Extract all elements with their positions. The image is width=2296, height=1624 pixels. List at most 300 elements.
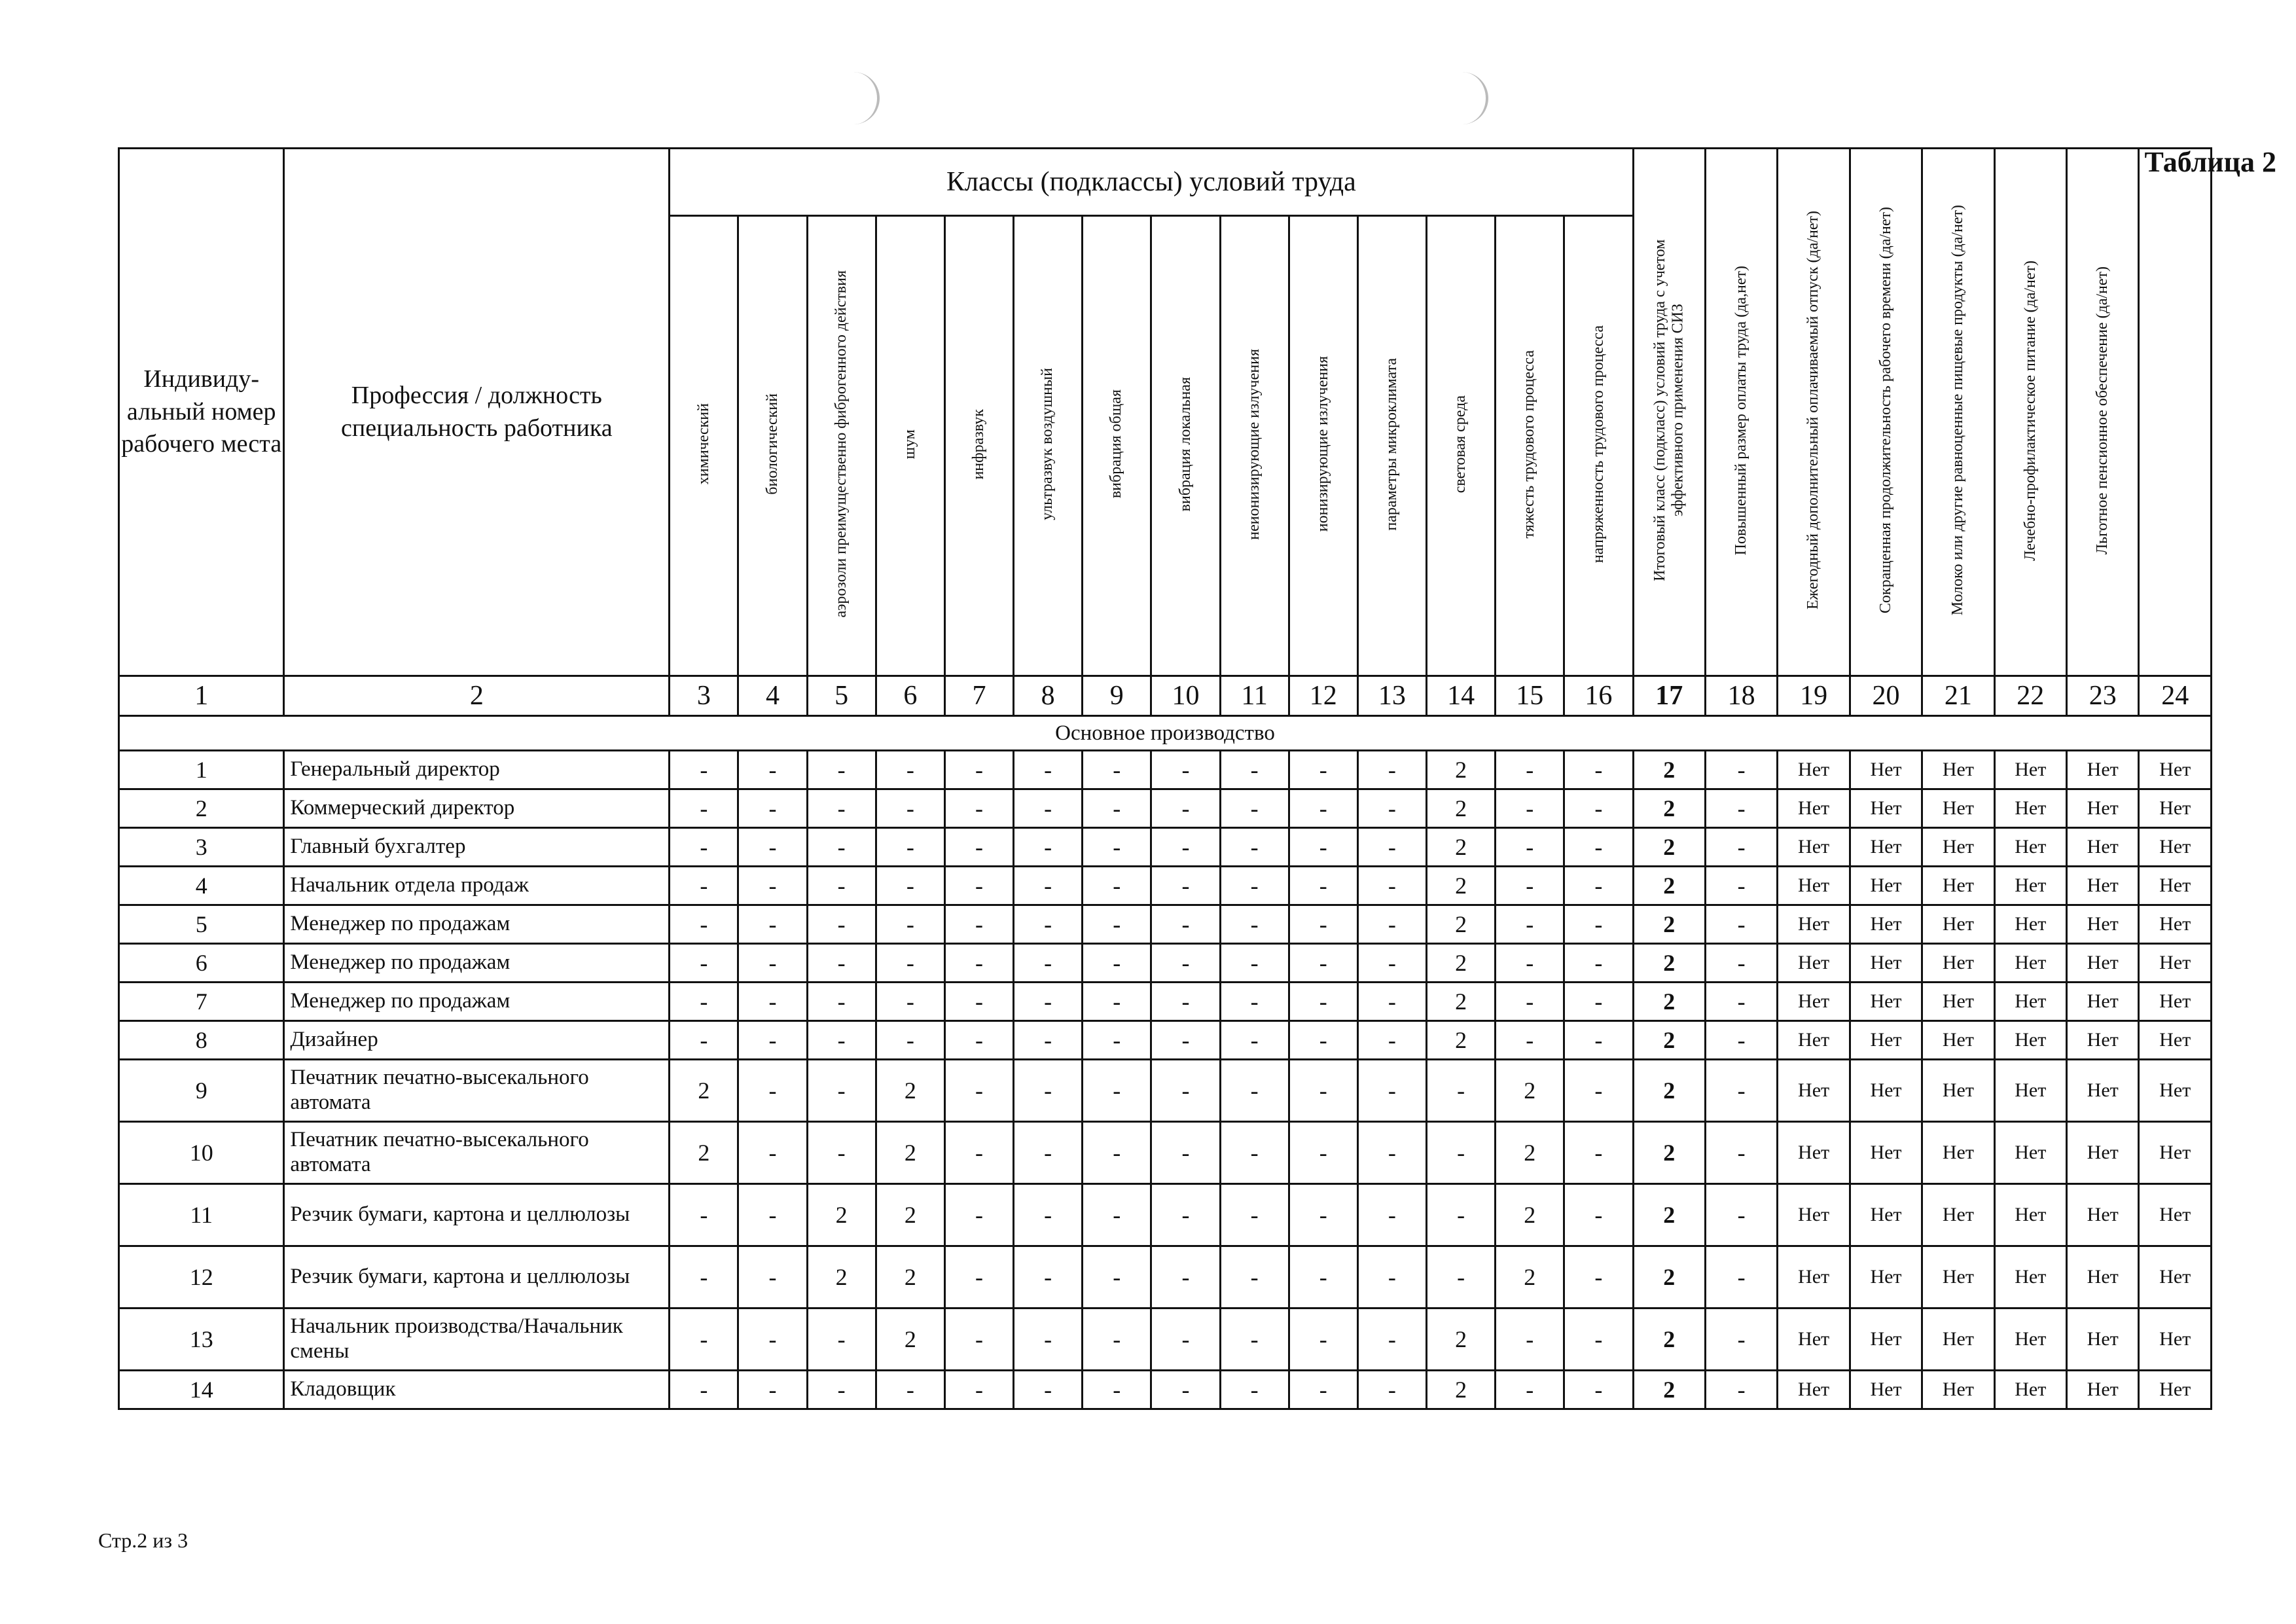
table-row [119, 1122, 2212, 1184]
header-col-10: вибрация локальная [1151, 216, 1220, 676]
value-cell: - [1357, 1122, 1426, 1184]
column-number: 3 [670, 676, 738, 716]
profession-cell: Кладовщик [284, 1371, 670, 1409]
profession-cell: Резчик бумаги, картона и целлюлозы [284, 1246, 670, 1308]
value-cell: 2 [1426, 905, 1495, 944]
value-cell: - [1083, 1184, 1151, 1246]
value-cell: - [1083, 789, 1151, 828]
value-cell: Нет [1994, 1021, 2066, 1060]
header-col-7: инфразвук [944, 216, 1013, 676]
workplace-number: 9 [119, 1060, 284, 1122]
workplace-number: 8 [119, 1021, 284, 1060]
value-cell: - [738, 867, 807, 905]
value-cell: 2 [1633, 1122, 1705, 1184]
value-cell: Нет [1778, 1021, 1850, 1060]
workplace-number: 13 [119, 1308, 284, 1371]
header-col-6: шум [876, 216, 944, 676]
value-cell: Нет [1922, 905, 1994, 944]
value-cell: Нет [2139, 1021, 2212, 1060]
value-cell: - [1496, 983, 1564, 1021]
value-cell: - [1705, 789, 1777, 828]
value-cell: Нет [2067, 905, 2139, 944]
column-number: 21 [1922, 676, 1994, 716]
value-cell: Нет [2067, 1184, 2139, 1246]
header-col-24 [2139, 149, 2212, 676]
value-cell: Нет [2067, 1060, 2139, 1122]
value-cell: - [1151, 867, 1220, 905]
value-cell: - [738, 944, 807, 983]
value-cell: - [1705, 1371, 1777, 1409]
value-cell: Нет [2139, 1246, 2212, 1308]
workplace-number: 6 [119, 944, 284, 983]
value-cell: - [1014, 1122, 1083, 1184]
column-number: 22 [1994, 676, 2066, 716]
value-cell: - [1289, 1308, 1357, 1371]
value-cell: Нет [1994, 1246, 2066, 1308]
value-cell: Нет [1994, 1060, 2066, 1122]
column-number: 8 [1014, 676, 1083, 716]
value-cell: - [1151, 789, 1220, 828]
value-cell: - [670, 944, 738, 983]
header-col-16: напряженность трудового процесса [1564, 216, 1633, 676]
value-cell: - [1496, 1021, 1564, 1060]
column-number: 15 [1496, 676, 1564, 716]
page-footer: Стр.2 из 3 [98, 1528, 188, 1552]
value-cell: Нет [2067, 1246, 2139, 1308]
value-cell: - [1220, 789, 1289, 828]
value-cell: - [807, 1308, 876, 1371]
table-row [119, 828, 2212, 867]
value-cell: 2 [1496, 1122, 1564, 1184]
value-cell: Нет [2139, 983, 2212, 1021]
value-cell: - [1014, 1308, 1083, 1371]
value-cell: Нет [2067, 828, 2139, 867]
value-cell: - [944, 789, 1013, 828]
value-cell: Нет [1778, 867, 1850, 905]
value-cell: - [1151, 905, 1220, 944]
value-cell: 2 [1633, 867, 1705, 905]
value-cell: Нет [1850, 905, 1922, 944]
value-cell: - [1083, 1246, 1151, 1308]
value-cell: - [1496, 905, 1564, 944]
column-number: 24 [2139, 676, 2212, 716]
value-cell: - [738, 1122, 807, 1184]
value-cell: - [670, 867, 738, 905]
column-number: 14 [1426, 676, 1495, 716]
value-cell: - [1705, 751, 1777, 789]
column-number: 2 [284, 676, 670, 716]
value-cell: - [807, 1122, 876, 1184]
header-col-11: неионизирующие излучения [1220, 216, 1289, 676]
value-cell: Нет [1994, 867, 2066, 905]
column-number: 12 [1289, 676, 1357, 716]
value-cell: - [1289, 1060, 1357, 1122]
value-cell: 2 [876, 1246, 944, 1308]
value-cell: Нет [1994, 1371, 2066, 1409]
value-cell: - [1083, 905, 1151, 944]
value-cell: - [1289, 944, 1357, 983]
value-cell: Нет [1922, 1246, 1994, 1308]
value-cell: - [1705, 944, 1777, 983]
value-cell: - [1357, 983, 1426, 1021]
value-cell: Нет [1850, 1122, 1922, 1184]
value-cell: - [670, 1021, 738, 1060]
value-cell: - [1220, 751, 1289, 789]
value-cell: Нет [1922, 1021, 1994, 1060]
value-cell: Нет [2067, 944, 2139, 983]
value-cell: Нет [2067, 1371, 2139, 1409]
value-cell: - [1564, 944, 1633, 983]
value-cell: Нет [1850, 1184, 1922, 1246]
value-cell: 2 [1633, 983, 1705, 1021]
value-cell: Нет [1778, 983, 1850, 1021]
value-cell: - [944, 1060, 1013, 1122]
value-cell: - [1564, 905, 1633, 944]
value-cell: - [1083, 983, 1151, 1021]
value-cell: - [1705, 828, 1777, 867]
value-cell: Нет [2067, 1021, 2139, 1060]
value-cell: Нет [1994, 944, 2066, 983]
value-cell: - [1564, 1308, 1633, 1371]
value-cell: - [1564, 1122, 1633, 1184]
value-cell: - [1357, 789, 1426, 828]
workplace-number: 5 [119, 905, 284, 944]
value-cell: - [1357, 1021, 1426, 1060]
value-cell: - [670, 983, 738, 1021]
value-cell: Нет [1778, 789, 1850, 828]
value-cell: Нет [2139, 1184, 2212, 1246]
value-cell: - [738, 1371, 807, 1409]
table-row [119, 1184, 2212, 1246]
value-cell: - [1289, 751, 1357, 789]
value-cell: - [1014, 1021, 1083, 1060]
value-cell: - [1357, 1060, 1426, 1122]
value-cell: - [1705, 867, 1777, 905]
header-col-13: параметры микроклимата [1357, 216, 1426, 676]
column-number: 17 [1633, 676, 1705, 716]
value-cell: - [1151, 1021, 1220, 1060]
value-cell: Нет [1994, 905, 2066, 944]
table-row [119, 751, 2212, 789]
value-cell: - [1014, 1371, 1083, 1409]
value-cell: - [876, 789, 944, 828]
value-cell: Нет [1778, 1184, 1850, 1246]
table-caption: Таблица 2 [2144, 146, 2276, 178]
value-cell: - [1014, 905, 1083, 944]
value-cell: - [1083, 1060, 1151, 1122]
header-col-22: Лечебно-профилактическое питание (да/нет) [1994, 149, 2066, 676]
value-cell: - [1705, 1060, 1777, 1122]
value-cell: - [1357, 1371, 1426, 1409]
value-cell: - [1564, 1184, 1633, 1246]
column-number: 11 [1220, 676, 1289, 716]
profession-cell: Менеджер по продажам [284, 905, 670, 944]
value-cell: Нет [1778, 1371, 1850, 1409]
table-row [119, 789, 2212, 828]
value-cell: Нет [1850, 1371, 1922, 1409]
value-cell: - [876, 751, 944, 789]
value-cell: - [807, 905, 876, 944]
value-cell: - [1151, 1246, 1220, 1308]
value-cell: - [1426, 1246, 1495, 1308]
value-cell: - [1289, 828, 1357, 867]
header-col-20: Сокращенная продолжительность рабочего времени (да/нет) [1850, 149, 1922, 676]
value-cell: - [1083, 751, 1151, 789]
value-cell: Нет [1850, 1308, 1922, 1371]
column-number: 23 [2067, 676, 2139, 716]
value-cell: - [1014, 751, 1083, 789]
value-cell: - [670, 905, 738, 944]
value-cell: Нет [1994, 983, 2066, 1021]
workplace-number: 2 [119, 789, 284, 828]
value-cell: - [1564, 789, 1633, 828]
value-cell: Нет [1922, 751, 1994, 789]
column-number: 19 [1778, 676, 1850, 716]
value-cell: - [1289, 789, 1357, 828]
value-cell: - [1151, 751, 1220, 789]
value-cell: - [1564, 867, 1633, 905]
value-cell: Нет [2139, 1060, 2212, 1122]
value-cell: - [1357, 1246, 1426, 1308]
value-cell: - [1705, 983, 1777, 1021]
value-cell: - [807, 944, 876, 983]
table-row [119, 1246, 2212, 1308]
value-cell: Нет [1778, 828, 1850, 867]
column-number: 10 [1151, 676, 1220, 716]
value-cell: Нет [2067, 1122, 2139, 1184]
column-number: 13 [1357, 676, 1426, 716]
value-cell: 2 [1426, 867, 1495, 905]
value-cell: - [738, 1021, 807, 1060]
value-cell: - [1083, 828, 1151, 867]
value-cell: Нет [1850, 1246, 1922, 1308]
value-cell: 2 [876, 1308, 944, 1371]
value-cell: - [1220, 1060, 1289, 1122]
value-cell: - [1289, 1122, 1357, 1184]
value-cell: Нет [1850, 983, 1922, 1021]
value-cell: Нет [2139, 1122, 2212, 1184]
value-cell: - [944, 828, 1013, 867]
value-cell: Нет [1922, 1308, 1994, 1371]
value-cell: - [1151, 1308, 1220, 1371]
table-row [119, 905, 2212, 944]
value-cell: 2 [876, 1060, 944, 1122]
value-cell: Нет [2139, 751, 2212, 789]
value-cell: 2 [807, 1184, 876, 1246]
value-cell: Нет [1850, 751, 1922, 789]
value-cell: Нет [1778, 751, 1850, 789]
value-cell: - [1014, 1184, 1083, 1246]
value-cell: - [1564, 828, 1633, 867]
value-cell: - [1151, 828, 1220, 867]
value-cell: - [944, 983, 1013, 1021]
header-col-8: ультразвук воздушный [1014, 216, 1083, 676]
value-cell: 2 [1496, 1246, 1564, 1308]
table-row [119, 867, 2212, 905]
value-cell: Нет [1922, 867, 1994, 905]
value-cell: 2 [1426, 1308, 1495, 1371]
profession-cell: Начальник отдела продаж [284, 867, 670, 905]
value-cell: - [807, 828, 876, 867]
value-cell: - [1426, 1060, 1495, 1122]
value-cell: Нет [1994, 789, 2066, 828]
value-cell: - [1151, 1184, 1220, 1246]
workplace-number: 12 [119, 1246, 284, 1308]
value-cell: - [670, 1246, 738, 1308]
value-cell: - [670, 1371, 738, 1409]
value-cell: - [738, 828, 807, 867]
header-classes-group: Классы (подклассы) условий труда [670, 149, 1633, 216]
value-cell: 2 [1426, 1021, 1495, 1060]
value-cell: 2 [1633, 1308, 1705, 1371]
value-cell: 2 [1426, 828, 1495, 867]
value-cell: - [1357, 1308, 1426, 1371]
header-col-18: Повышенный размер оплаты труда (да,нет) [1705, 149, 1777, 676]
value-cell: - [944, 1184, 1013, 1246]
value-cell: - [738, 905, 807, 944]
table-row [119, 1371, 2212, 1409]
value-cell: - [1083, 1021, 1151, 1060]
value-cell: Нет [1850, 944, 1922, 983]
value-cell: Нет [2139, 905, 2212, 944]
profession-cell: Резчик бумаги, картона и целлюлозы [284, 1184, 670, 1246]
value-cell: - [1289, 1371, 1357, 1409]
header-col-19: Ежегодный дополнительный оплачиваемый отпуск (да/нет) [1778, 149, 1850, 676]
value-cell: - [1083, 944, 1151, 983]
value-cell: - [876, 828, 944, 867]
value-cell: - [807, 789, 876, 828]
value-cell: - [1014, 789, 1083, 828]
labor-conditions-table [118, 147, 2212, 1410]
value-cell: Нет [2067, 983, 2139, 1021]
value-cell: 2 [1633, 1371, 1705, 1409]
value-cell: Нет [1994, 1184, 2066, 1246]
value-cell: 2 [1426, 944, 1495, 983]
column-number: 1 [119, 676, 284, 716]
value-cell: 2 [1633, 1021, 1705, 1060]
value-cell: Нет [2139, 944, 2212, 983]
value-cell: - [1496, 944, 1564, 983]
value-cell: - [1220, 1184, 1289, 1246]
value-cell: Нет [1922, 828, 1994, 867]
value-cell: - [1496, 1371, 1564, 1409]
value-cell: - [807, 751, 876, 789]
table-row [119, 1308, 2212, 1371]
value-cell: 2 [1426, 983, 1495, 1021]
value-cell: 2 [807, 1246, 876, 1308]
punch-hole-left [851, 72, 880, 124]
value-cell: Нет [1778, 905, 1850, 944]
value-cell: - [876, 1371, 944, 1409]
value-cell: - [944, 1246, 1013, 1308]
value-cell: - [876, 905, 944, 944]
value-cell: - [1220, 1308, 1289, 1371]
value-cell: - [670, 1308, 738, 1371]
value-cell: 2 [1633, 1184, 1705, 1246]
value-cell: - [876, 944, 944, 983]
value-cell: - [876, 1021, 944, 1060]
column-number: 18 [1705, 676, 1777, 716]
profession-cell: Менеджер по продажам [284, 944, 670, 983]
workplace-number: 3 [119, 828, 284, 867]
value-cell: - [1564, 983, 1633, 1021]
column-number: 9 [1083, 676, 1151, 716]
value-cell: - [1496, 867, 1564, 905]
value-cell: - [944, 905, 1013, 944]
value-cell: - [1564, 1246, 1633, 1308]
value-cell: - [1083, 867, 1151, 905]
value-cell: Нет [1922, 944, 1994, 983]
value-cell: 2 [1426, 751, 1495, 789]
value-cell: 2 [1633, 789, 1705, 828]
value-cell: 2 [1426, 789, 1495, 828]
value-cell: Нет [2139, 828, 2212, 867]
value-cell: - [1496, 789, 1564, 828]
value-cell: - [944, 1308, 1013, 1371]
value-cell: 2 [1633, 828, 1705, 867]
value-cell: 2 [1633, 1246, 1705, 1308]
value-cell: 2 [876, 1184, 944, 1246]
value-cell: Нет [2067, 1308, 2139, 1371]
value-cell: - [1014, 1246, 1083, 1308]
value-cell: 2 [1633, 944, 1705, 983]
value-cell: - [1220, 944, 1289, 983]
value-cell: Нет [1778, 1122, 1850, 1184]
value-cell: - [876, 867, 944, 905]
value-cell: - [1083, 1122, 1151, 1184]
value-cell: - [1564, 751, 1633, 789]
header-col-12: ионизирующие излучения [1289, 216, 1357, 676]
value-cell: Нет [1922, 1122, 1994, 1184]
profession-cell: Печатник печатно-высекального автомата [284, 1060, 670, 1122]
value-cell: - [944, 1122, 1013, 1184]
value-cell: - [807, 983, 876, 1021]
profession-cell: Начальник производства/Начальник смены [284, 1308, 670, 1371]
value-cell: - [807, 1021, 876, 1060]
value-cell: 2 [876, 1122, 944, 1184]
value-cell: - [1014, 828, 1083, 867]
workplace-number: 1 [119, 751, 284, 789]
value-cell: Нет [1994, 828, 2066, 867]
value-cell: 2 [670, 1122, 738, 1184]
value-cell: - [1151, 1122, 1220, 1184]
value-cell: - [738, 789, 807, 828]
workplace-number: 10 [119, 1122, 284, 1184]
workplace-number: 7 [119, 983, 284, 1021]
workplace-number: 14 [119, 1371, 284, 1409]
value-cell: - [1151, 983, 1220, 1021]
profession-cell: Главный бухгалтер [284, 828, 670, 867]
value-cell: Нет [1778, 1308, 1850, 1371]
value-cell: 2 [1633, 905, 1705, 944]
value-cell: - [738, 1246, 807, 1308]
value-cell: Нет [1922, 983, 1994, 1021]
header-col-15: тяжесть трудового процесса [1496, 216, 1564, 676]
value-cell: - [1496, 828, 1564, 867]
value-cell: - [1357, 905, 1426, 944]
column-number: 4 [738, 676, 807, 716]
value-cell: - [738, 983, 807, 1021]
column-number: 5 [807, 676, 876, 716]
profession-cell: Генеральный директор [284, 751, 670, 789]
value-cell: Нет [1994, 1122, 2066, 1184]
value-cell: - [1151, 1371, 1220, 1409]
value-cell: 2 [1633, 751, 1705, 789]
value-cell: - [807, 1060, 876, 1122]
value-cell: - [1083, 1371, 1151, 1409]
header-col-17: Итоговый класс (подкласс) условий труда с учетом эффективного применения СИЗ [1633, 149, 1705, 676]
value-cell: - [1564, 1060, 1633, 1122]
